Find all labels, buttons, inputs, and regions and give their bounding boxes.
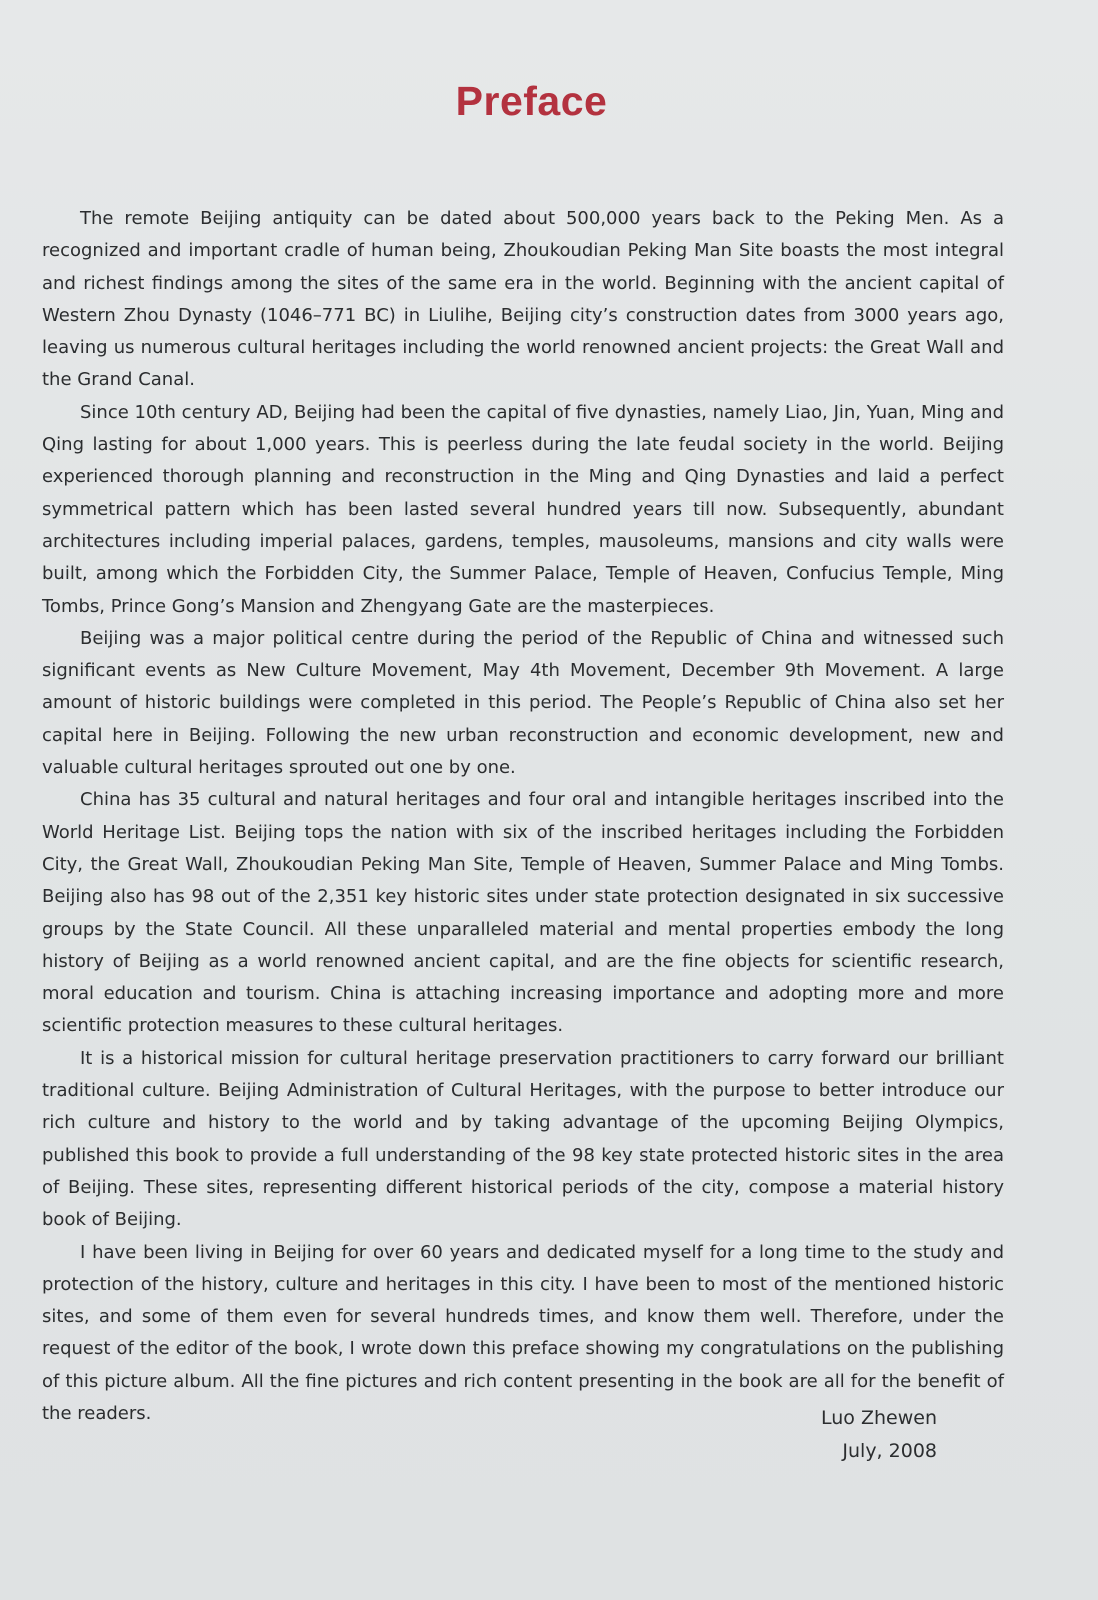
paragraph-6: I have been living in Beijing for over 60 years and dedicated myself for a long time to the study and protection of the history, culture and heritages in this city. I have been to most of the mentioned historic sites, and some of them even for several hundreds times, and know them well. Therefore, under the request of the editor of the book, I wrote down this preface showing my congratulations on the publishing of this picture album. All the fine pictures and rich content presenting in the book are all for the benefit of the readers.	[42, 1241, 1004, 1424]
signature-date: July, 2008	[842, 1440, 937, 1462]
paragraph-1: The remote Beijing antiquity can be dated about 500,000 years back to the Peking Men. As a recognized and important cradle of human being, Zhoukoudian Peking Man Site boasts the most integral and richest findings among the sites of the same era in the world. Beginning with the ancient capital of Western Zhou Dynasty (1046–771 BC) in Liulihe, Beijing city’s construction dates from 3000 years ago, leaving us numerous cultural heritages including the world renowned ancient projects: the Great Wall and the Grand Canal.	[42, 208, 1004, 391]
page-title: Preface	[455, 78, 608, 124]
signature-block	[821, 1402, 937, 1468]
signature-author: Luo Zhewen	[821, 1407, 937, 1429]
paragraph-5: It is a historical mission for cultural heritage preservation practitioners to carry forward our brilliant traditional culture. Beijing Administration of Cultural Heritages, with the purpose to better introduce our rich culture and history to the world and by taking advantage of the upcoming Beijing Olympics, published this book to provide a full understanding of the 98 key state protected historic sites in the area of Beijing. These sites, representing different historical periods of the city, compose a material history book of Beijing.	[42, 1047, 1004, 1231]
paragraph-3: Beijing was a major political centre during the period of the Republic of China and witnessed such significant events as New Culture Movement, May 4th Movement, December 9th Movement. A large amount of historic buildings were completed in this period. The People’s Republic of China also set her capital here in Beijing. Following the new urban reconstruction and economic development, new and valuable cultural heritages sprouted out one by one.	[42, 627, 1004, 779]
paragraph-2: Since 10th century AD, Beijing had been the capital of five dynasties, namely Liao, Jin, Yuan, Ming and Qing lasting for about 1,000 years. This is peerless during the late feudal society in the world. Beijing experienced thorough planning and reconstruction in the Ming and Qing Dynasties and laid a perfect symmetrical pattern which has been lasted several hundred years till now. Subsequently, abundant architectures including imperial palaces, gardens, temples, mausoleums, mansions and city walls were built, among which the Forbidden City, the Summer Palace, Temple of Heaven, Confucius Temple, Ming Tombs, Prince Gong’s Mansion and Zhengyang Gate are the masterpieces.	[42, 401, 1004, 617]
preface-body	[42, 203, 1004, 1430]
paragraph-4: China has 35 cultural and natural heritages and four oral and intangible heritages inscribed into the World Heritage List. Beijing tops the nation with six of the inscribed heritages including the Forbidden City, the Great Wall, Zhoukoudian Peking Man Site, Temple of Heaven, Summer Palace and Ming Tombs. Beijing also has 98 out of the 2,351 key historic sites under state protection designated in six successive groups by the State Council. All these unparalleled material and mental properties embody the long history of Beijing as a world renowned ancient capital, and are the fine objects for scientific research, moral education and tourism. China is attaching increasing importance and adopting more and more scientific protection measures to these cultural heritages.	[42, 789, 1004, 1037]
